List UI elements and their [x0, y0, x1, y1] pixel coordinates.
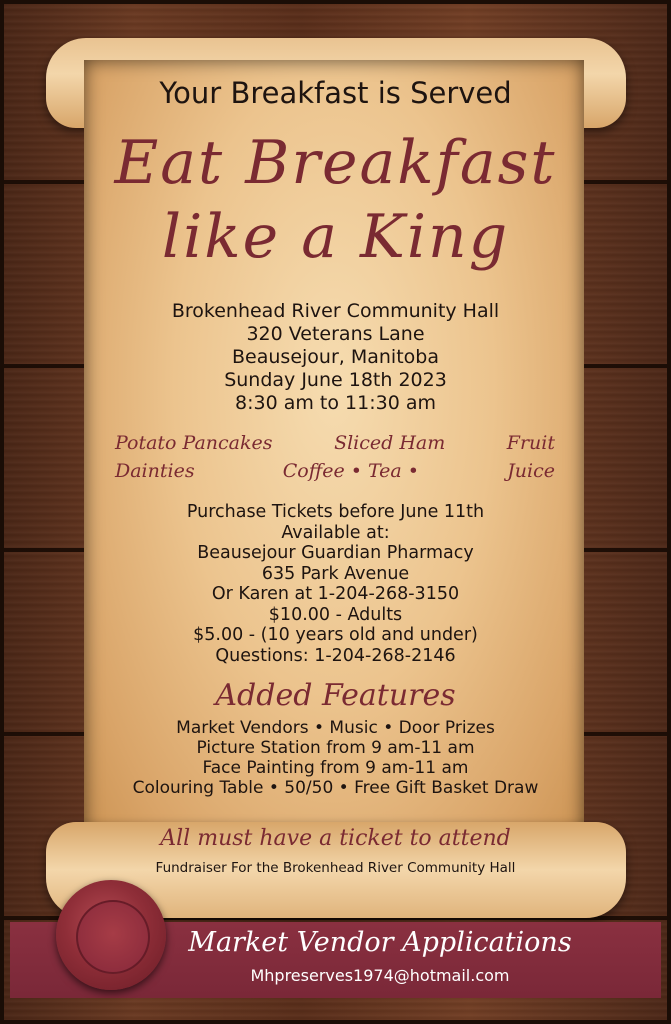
event-time: 8:30 am to 11:30 am — [235, 392, 436, 414]
event-details — [0, 300, 671, 415]
feature-line: Colouring Table • 50/50 • Free Gift Basket Draw — [132, 778, 539, 798]
ticket-info — [0, 502, 671, 666]
ticket-required-notice: All must have a ticket to attend — [160, 826, 511, 851]
feature-line: Face Painting from 9 am-11 am — [202, 758, 469, 778]
menu-item: Dainties — [115, 460, 195, 482]
ticket-line: Beausejour Guardian Pharmacy — [197, 543, 474, 563]
feature-line: Picture Station from 9 am-11 am — [196, 738, 475, 758]
city: Beausejour, Manitoba — [232, 346, 439, 368]
ticket-line: $10.00 - Adults — [268, 604, 403, 625]
menu-row-2 — [115, 460, 555, 482]
menu-item: Sliced Ham — [334, 432, 446, 454]
event-date: Sunday June 18th 2023 — [224, 369, 447, 391]
title-line-2: like a King — [161, 202, 510, 272]
menu-item: Coffee • Tea • — [282, 460, 419, 482]
venue: Brokenhead River Community Hall — [171, 300, 500, 322]
ticket-line: Purchase Tickets before June 11th — [186, 502, 485, 522]
ticket-line: Available at: — [281, 522, 390, 543]
features-list — [0, 718, 671, 798]
wax-seal-icon — [56, 880, 166, 990]
menu-item: Fruit — [506, 432, 555, 454]
fundraiser-note: Fundraiser For the Brokenhead River Community Hall — [155, 860, 516, 876]
title-line-1: Eat Breakfast — [114, 128, 557, 198]
ticket-line: 635 Park Avenue — [261, 563, 410, 584]
contact-email[interactable]: Mhpreserves1974@hotmail.com — [250, 966, 510, 985]
ticket-line: Questions: 1-204-268-2146 — [215, 645, 456, 666]
tagline: Your Breakfast is Served — [159, 76, 512, 110]
menu-item: Potato Pancakes — [115, 432, 273, 454]
menu-row-1 — [115, 432, 555, 454]
ticket-line: $5.00 - (10 years old and under) — [193, 625, 478, 645]
address: 320 Veterans Lane — [246, 323, 425, 345]
feature-line: Market Vendors • Music • Door Prizes — [176, 718, 495, 738]
ticket-line: Or Karen at 1-204-268-3150 — [211, 584, 460, 604]
menu-item: Juice — [507, 460, 555, 482]
wax-seal-inner — [76, 900, 150, 974]
vendor-applications-title: Market Vendor Applications — [188, 927, 572, 958]
features-heading: Added Features — [215, 678, 456, 713]
